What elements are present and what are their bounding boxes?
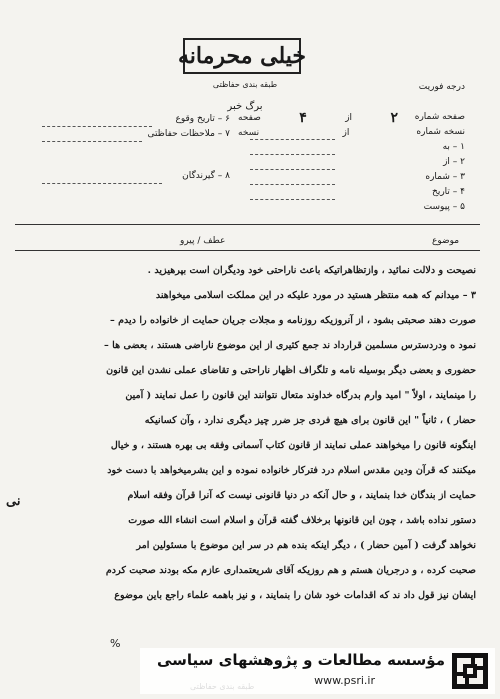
- body-line: حضار ) ، ثانیاً " این قانون برای هیچ فردی جز ضرر چیز دیگری ندارد ، وآن کسانیکه: [144, 415, 476, 426]
- classification-subtitle: طبقه بندی حفاظتی: [212, 80, 278, 89]
- body-line: صورت دهند صحبتی بشود ، از آنروزیکه روزنامه و مجلات جریان حمایت از خانواده را دیدم –: [109, 315, 476, 326]
- handwritten-total-pages: ۴: [299, 109, 307, 126]
- body-line: حمایت از بندگان خدا بنمایند ، و حال آنکه در دنیا قانونی نیست که آنرا قرآن وفقه اسلام: [127, 490, 476, 501]
- body-line: میکنند که قرآن ودین مقدس اسلام درد فترکار خانواده نموده و این بشرمیخواهد با دست خود: [107, 465, 476, 476]
- field-4-label: ۴ – تاریخ: [432, 187, 465, 197]
- body-line: اینگونه قانون را میخواهند عملی نمایند از قانون کتاب آسمانی وفقه بی بهره هستند ، و خیال: [110, 440, 476, 451]
- of-label: از: [345, 112, 353, 123]
- copy-number-label: نسخه شماره: [416, 127, 465, 137]
- field-2-label: ۲ – از: [443, 157, 465, 167]
- page-label: صفحه: [238, 112, 261, 123]
- page-number-label: صفحه شماره: [414, 112, 465, 122]
- margin-handwritten-note: نی: [6, 494, 21, 509]
- body-line: ایشان نیز قول داد ند که اقدامات خود شان را بنمایند ، و نیز باهمه علماء راجع باین موضوع: [114, 590, 476, 601]
- classification-stamp: [177, 38, 307, 74]
- handwritten-page-number: ۲: [390, 109, 398, 126]
- body-line: نصیحت و دلالت نمائید ، وازتظاهراتیکه باعث ناراحتی خود ودیگران است بپرهیزید .: [147, 265, 476, 276]
- body-line: حضوری و بعضی دیگر بوسیله نامه و تلگراف اظهار ناراحتی و تقاضای عملی نشدن این قانون: [106, 365, 476, 376]
- left-fields: [40, 112, 230, 184]
- body-line: ۳ – میدانم که همه منتظر هستید در مورد علیکه در این مملکت اسلامی میخواهند: [155, 290, 476, 301]
- classification-title: خیلی محرمانه: [177, 43, 307, 69]
- document-body: [20, 258, 476, 608]
- copy-of-label: از: [342, 127, 350, 138]
- watermark: [140, 648, 495, 694]
- occurrence-date-label: ۶ – تاریخ وقوع: [175, 114, 230, 124]
- field-5-label: ۵ – پیوست: [423, 202, 465, 212]
- reference-label: عطف / پیرو: [180, 236, 226, 246]
- institute-url: www.psri.ir: [314, 674, 375, 687]
- copy-of-row: [238, 125, 398, 140]
- page-of-row: [238, 110, 398, 125]
- copy-label: نسخه: [238, 127, 260, 138]
- field-3-label: ۳ – شماره: [425, 172, 465, 182]
- body-line: نمود ه ودردسترس مسلمین قرارداد ند جمع کثیری از این موضوع ناراضی هستند ، بعضی ها –: [104, 340, 476, 351]
- institute-name: مؤسسه مطالعات و پژوهشهای سیاسی: [156, 651, 445, 669]
- body-line: نخواهد گرفت ( آمین حضار ) ، دیگر اینکه بنده هم در سر این موضوع با مسئولین امر: [136, 540, 476, 551]
- subject-label: موضوع: [432, 236, 460, 246]
- protective-notes-label: ۷ – ملاحظات حفاظتی: [147, 129, 230, 139]
- percent-mark: %: [110, 637, 121, 650]
- body-line: را مینمایند ، اولاً " امید وارم بدرگاه خداوند متعال نتوانند این قانون را عمل نمایند ( آمین: [125, 390, 476, 401]
- body-line: دستور نداده باشد ، چون این قانونها برخلاف گفته قرآن و اسلام است انشاء الله صورت: [128, 515, 476, 526]
- body-line: صحبت کرده ، و درجریان هستم و هم روزیکه آقای شریعتمداری عازم مکه بودند صحبت کردم: [105, 565, 476, 576]
- field-1-label: ۱ – به: [442, 142, 465, 152]
- recipients-label: ۸ – گیرندگان: [182, 171, 230, 181]
- form-name: برگ خبر: [227, 101, 263, 112]
- priority-label: درجه فوریت: [418, 82, 465, 92]
- institute-logo-icon: [451, 652, 489, 690]
